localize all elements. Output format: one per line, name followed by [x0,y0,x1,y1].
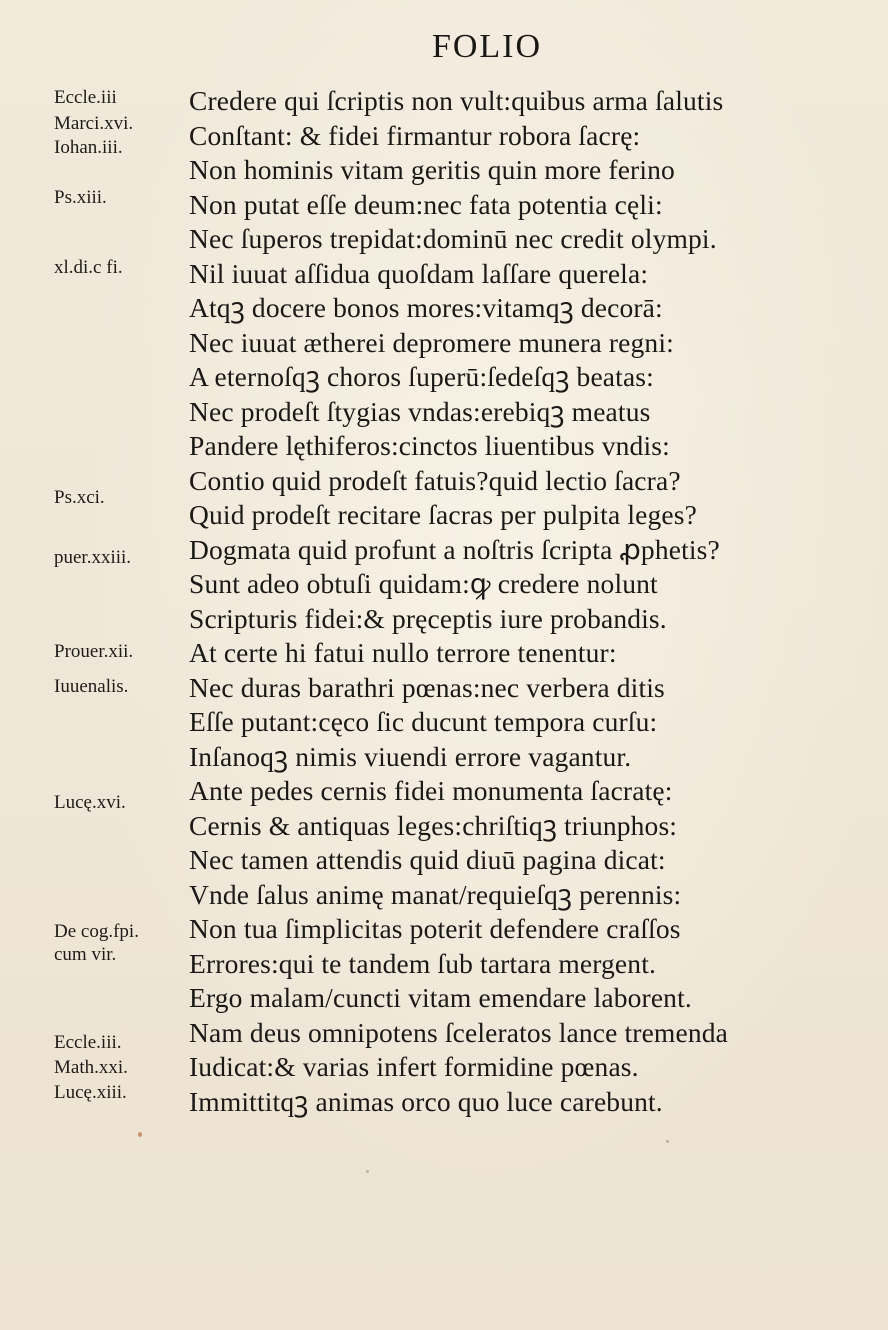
verse-line: Dogmata quid profunt a noſtris ſcripta ꝓphetis? [189,533,720,565]
margin-note: Math.xxi. [54,1057,128,1078]
margin-note: Ps.xiii. [54,187,107,208]
verse-line: Contio quid prodeſt fatuis?quid lectio ſacra? [189,464,681,496]
verse-line: Nec tamen attendis quid diuū pagina dicat: [189,844,666,875]
verse-line: Iudicat:& varias infert formidine pœnas. [189,1051,639,1082]
margin-note: puer.xxiii. [54,547,132,568]
verse-line: Quid prodeſt recitare ſacras per pulpita leges? [189,499,697,530]
margin-note: Lucę.xvi. [54,792,126,813]
verse-line: Conſtant: & fidei firmantur robora ſacrę: [189,119,641,151]
verse-line: Eſſe putant:cęco ſic ducunt tempora curſu: [189,706,658,737]
verse-line: Nec ſuperos trepidat:dominū nec credit olympi. [189,223,717,254]
verse-line: Non tua ſimplicitas poterit defendere craſſos [189,913,681,944]
verse-line: Inſanoqꝫ nimis viuendi errore vagantur. [189,740,632,772]
margin-note: Prouer.xii. [54,641,134,662]
margin-note: De cog.fpi. [54,921,139,942]
margin-notes [0,0,180,1330]
verse-line: Errores:qui te tandem ſub tartara mergent. [189,947,657,979]
margin-note: Marci.xvi. [54,113,134,134]
verse-line: Credere qui ſcriptis non vult:quibus arma ſalutis [189,85,724,116]
ink-speck [138,1132,142,1137]
verse-line: Immittitqꝫ animas orco quo luce carebunt. [189,1085,663,1117]
verse-line: Nec iuuat ætherei depromere munera regni: [189,326,674,358]
verse-line: Ergo malam/cuncti vitam emendare laborent. [189,982,692,1013]
verse-line: Non hominis vitam geritis quin more ferino [189,154,675,185]
verse-text [189,84,869,1119]
margin-note: Eccle.iii. [54,1032,122,1053]
margin-note: xl.di.c fi. [54,257,123,278]
margin-note: Ps.xci. [54,487,105,508]
margin-note: Iuuenalis. [54,676,129,697]
verse-line: Ante pedes cernis fidei monumenta ſacratę: [189,775,673,806]
margin-note: Lucę.xiii. [54,1082,127,1103]
verse-line: Scripturis fidei:& pręceptis iure probandis. [189,602,667,634]
ink-speck [666,1140,669,1143]
verse-line: Vnde ſalus animę manat/requieſqꝫ perennis: [189,878,682,910]
verse-line: Pandere lęthiferos:cinctos liuentibus vndis: [189,430,670,461]
verse-line: Nec duras barathri pœnas:nec verbera ditis [189,671,665,703]
verse-line: Sunt adeo obtuſi quidam:ꝙ credere nolunt [189,568,658,599]
verse-line: At certe hi fatui nullo terrore tenentur: [189,637,617,668]
margin-note: Iohan.iii. [54,137,123,158]
folio-heading: FOLIO [431,28,543,65]
verse-line: Atqꝫ docere bonos mores:vitamqꝫ decorā: [189,292,663,323]
ink-speck [366,1170,369,1173]
verse-line: A eternoſqꝫ choros ſuperū:ſedeſqꝫ beatas: [189,361,654,392]
verse-line: Nec prodeſt ſtygias vndas:erebiqꝫ meatus [189,395,651,427]
margin-note: Eccle.iii [54,87,117,108]
margin-note: cum vir. [54,944,117,965]
verse-line: Cernis & antiquas leges:chriſtiqꝫ triunphos: [189,809,678,841]
verse-line: Nil iuuat aſſidua quoſdam laſſare querela: [189,257,649,289]
verse-line: Non putat eſſe deum:nec fata potentia cęli: [189,188,663,220]
verse-line: Nam deus omnipotens ſceleratos lance tremenda [189,1016,728,1048]
